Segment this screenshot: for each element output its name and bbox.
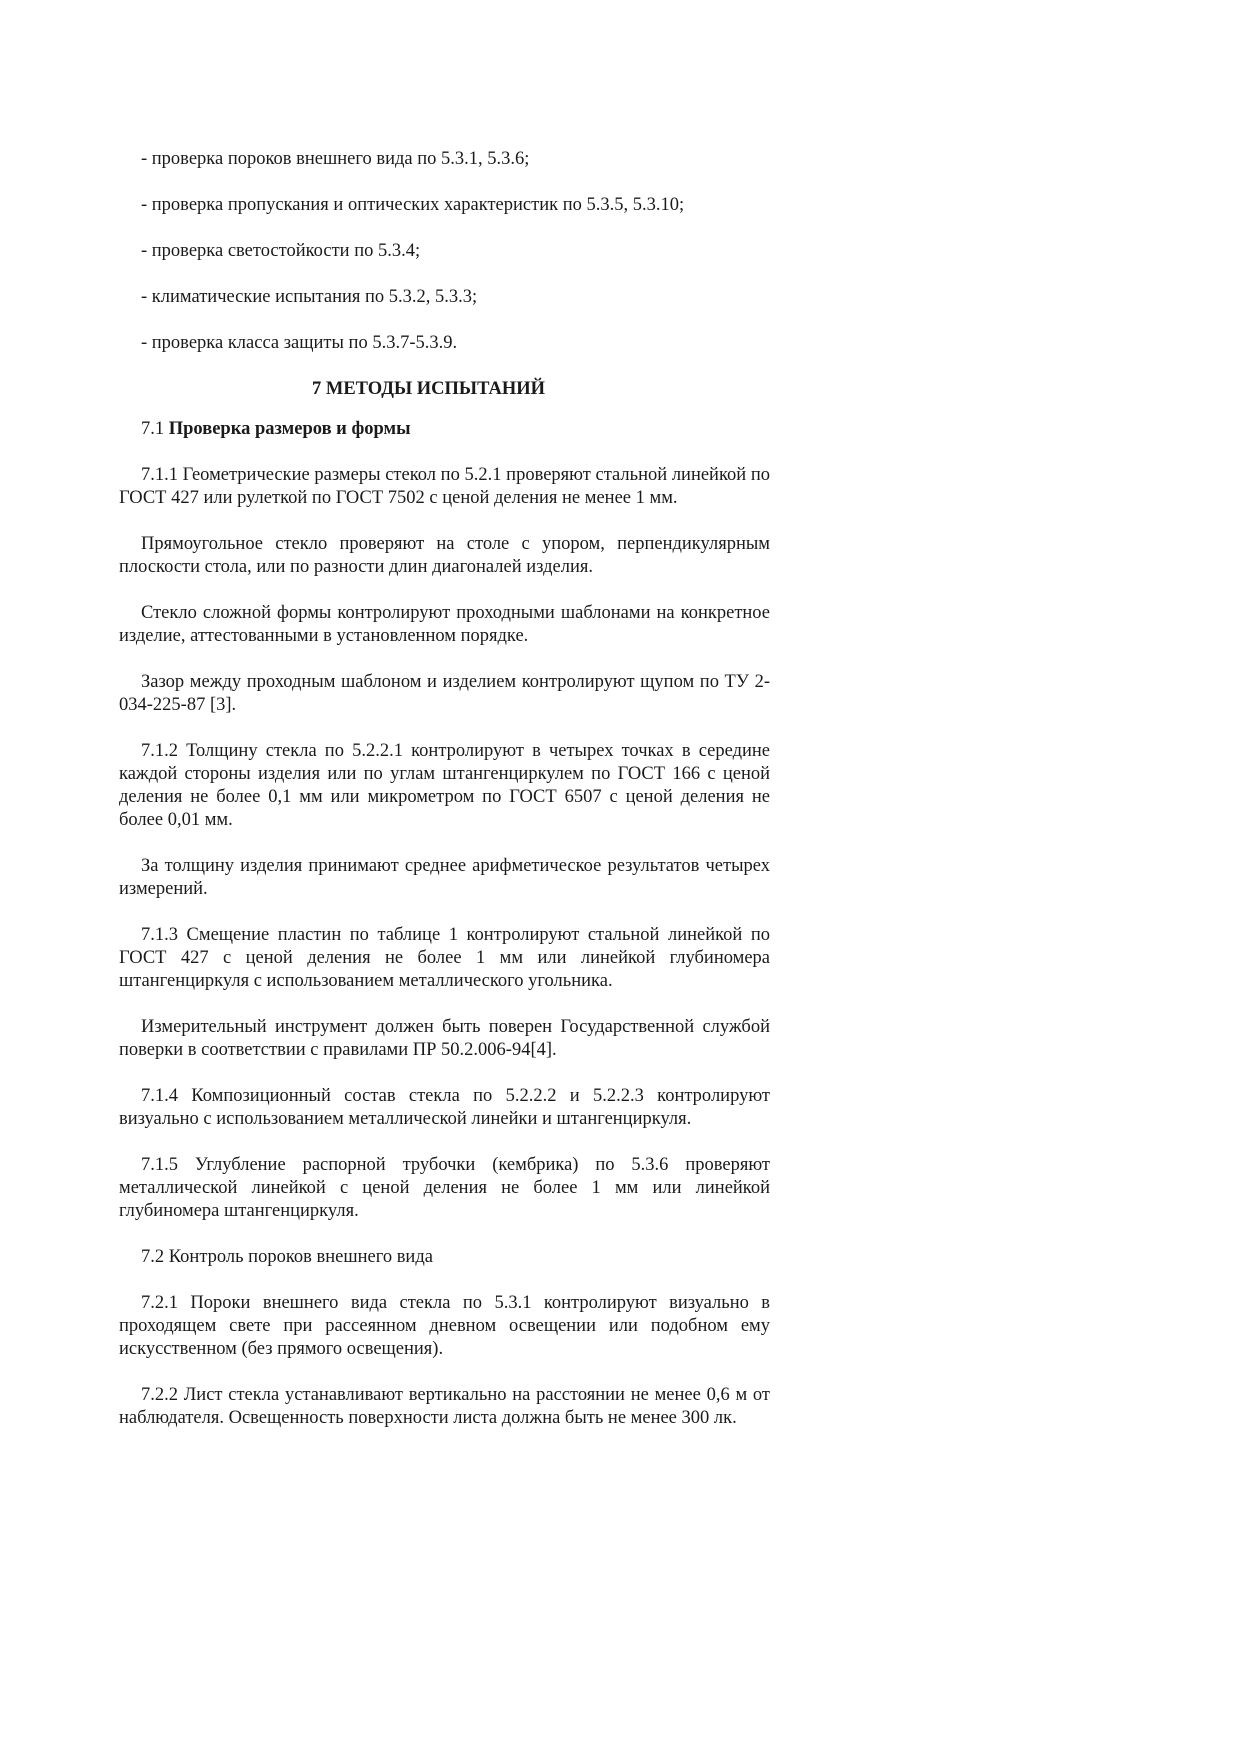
paragraph-7-2-2: 7.2.2 Лист стекла устанавливают вертикально на расстоянии не менее 0,6 м от наблюдателя. Освещенность поверхности листа должна быть не менее 300 лк. — [119, 1385, 770, 1428]
paragraph-7-1-1: 7.1.1 Геометрические размеры стекол по 5.2.1 проверяют стальной линейкой по ГОСТ 427 или рулеткой по ГОСТ 7502 с ценой деления не менее 1 мм. — [119, 465, 770, 508]
paragraph-7-2-1: 7.2.1 Пороки внешнего вида стекла по 5.3.1 контролируют визуально в проходящем свете при рассеянном дневном освещении или подобном ему искусственном (без прямого освещения). — [119, 1293, 770, 1359]
subsection-title: Проверка размеров и формы — [168, 419, 411, 439]
paragraph-7-1-4: 7.1.4 Композиционный состав стекла по 5.2.2.2 и 5.2.2.3 контролируют визуально с использованием металлической линейки и штангенциркуля. — [119, 1086, 770, 1129]
list-item: - климатические испытания по 5.3.2, 5.3.3; — [141, 287, 478, 307]
paragraph-rectangular-glass: Прямоугольное стекло проверяют на столе с упором, перпендикулярным плоскости стола, или по разности длин диагоналей изделия. — [119, 534, 770, 577]
subsection-heading-7-1 — [119, 418, 770, 441]
list-item: - проверка класса защиты по 5.3.7-5.3.9. — [141, 333, 458, 353]
paragraph-gap-check: Зазор между проходным шаблоном и изделием контролируют щупом по ТУ 2-034-225-87 [3]. — [119, 672, 770, 715]
section-heading: 7 МЕТОДЫ ИСПЫТАНИЙ — [312, 379, 546, 399]
paragraph-7-1-3: 7.1.3 Смещение пластин по таблице 1 контролируют стальной линейкой по ГОСТ 427 с ценой деления не более 1 мм или линейкой глубиномера штангенциркуля с использованием металлического угольника. — [119, 925, 770, 991]
paragraph-7-1-2: 7.1.2 Толщину стекла по 5.2.2.1 контролируют в четырех точках в середине каждой стороны изделия или по углам штангенциркулем по ГОСТ 166 с ценой деления не более 0,1 мм или микрометром по ГОСТ 6507 с ценой деления не более 0,01 мм. — [119, 741, 770, 830]
subsection-heading-7-2: 7.2 Контроль пороков внешнего вида — [141, 1247, 433, 1267]
paragraph-7-1-5: 7.1.5 Углубление распорной трубочки (кембрика) по 5.3.6 проверяют металлической линейкой с ценой деления не более 1 мм или линейкой глубиномера штангенциркуля. — [119, 1155, 770, 1221]
list-item: - проверка светостойкости по 5.3.4; — [141, 241, 421, 261]
paragraph-instrument: Измерительный инструмент должен быть поверен Государственной службой поверки в соответствии с правилами ПР 50.2.006-94[4]. — [119, 1017, 770, 1060]
document-page — [119, 148, 770, 1453]
paragraph-thickness: За толщину изделия принимают среднее арифметическое результатов четырех измерений. — [119, 856, 770, 899]
subsection-number: 7.1 — [141, 419, 165, 439]
list-item: - проверка пороков внешнего вида по 5.3.1, 5.3.6; — [141, 149, 530, 169]
list-item: - проверка пропускания и оптических характеристик по 5.3.5, 5.3.10; — [141, 195, 685, 215]
paragraph-complex-shape: Стекло сложной формы контролируют проходными шаблонами на конкретное изделие, аттестованными в установленном порядке. — [119, 603, 770, 646]
